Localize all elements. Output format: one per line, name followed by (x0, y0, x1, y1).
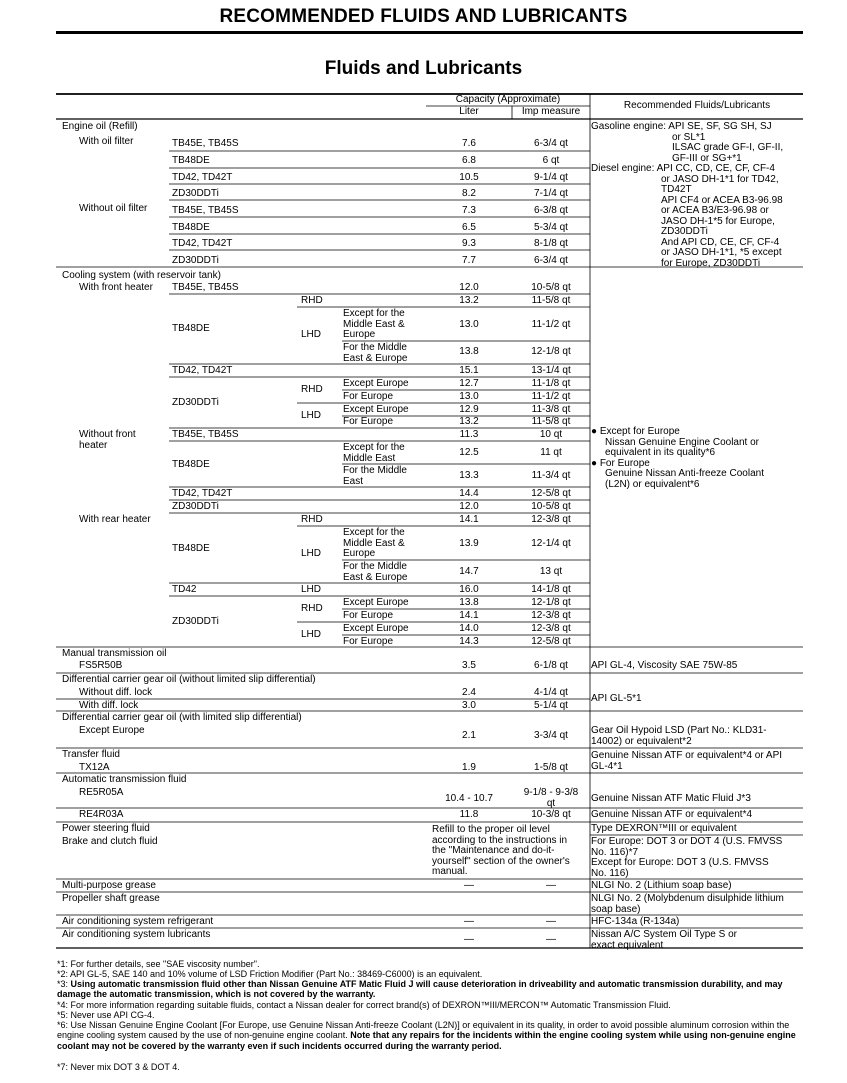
capacity-header: Capacity (Approximate) (455, 94, 561, 105)
engine-oil-model: TB48DE (172, 222, 210, 233)
atf-model: RE5R05A (79, 787, 124, 798)
cooling-model: ZD30DDTi (172, 501, 219, 512)
cooling-imp: 10-5/8 qt (531, 501, 571, 512)
cooling-imp: 12-5/8 qt (531, 636, 571, 647)
misc-imp: — (546, 916, 556, 927)
engine-oil-recommendation-line: Gasoline engine: API SE, SF, SG SH, SJ (591, 121, 772, 132)
power-steering-recommendation: Type DEXRON™III or equivalent (591, 823, 737, 834)
atf-model: RE4R03A (79, 809, 124, 820)
cooling-imp: 13-1/4 qt (531, 365, 571, 376)
engine-oil-model: ZD30DDTi (172, 255, 219, 266)
cooling-region-line: Except Europe (343, 404, 409, 415)
cooling-imp: 11-1/8 qt (531, 378, 571, 389)
cooling-liter: 13.2 (459, 416, 479, 427)
cooling-imp: 12-3/8 qt (531, 610, 571, 621)
cooling-region-line: Europe (343, 548, 376, 559)
engine-oil-imp: 7-1/4 qt (534, 188, 568, 199)
transfer-liter: 1.9 (462, 762, 476, 773)
misc-imp: — (546, 880, 556, 891)
cooling-drive-side: LHD (301, 329, 322, 340)
atf-liter: 10.4 - 10.7 (445, 793, 493, 804)
cooling-drive-side: RHD (301, 295, 323, 306)
footnote-4: *4: For more information regarding suitable fluids, contact a Nissan dealer for correct brand(s) of DEXRON™III/MERCON™ Automatic Transmission Fluid. (57, 1000, 671, 1010)
engine-oil-imp: 8-1/8 qt (534, 238, 568, 249)
engine-oil-model: TD42, TD42T (172, 172, 233, 183)
cooling-region-line: East & Europe (343, 571, 408, 583)
misc-recommendation-line: NLGI No. 2 (Lithium soap base) (591, 880, 732, 891)
footnote-3 (57, 979, 807, 1000)
cooling-model: ZD30DDTi (172, 397, 219, 408)
engine-oil-liter: 6.5 (462, 222, 476, 233)
engine-oil-liter: 8.2 (462, 188, 476, 199)
engine-oil-recommendation-line: API CF4 or ACEA B3-96.98 (661, 194, 783, 206)
diff-lock-label: With diff. lock (79, 700, 139, 711)
cooling-imp: 14-1/8 qt (531, 584, 571, 595)
refill-note-line: the "Maintenance and do-it- (432, 845, 555, 856)
diff-without-lsd-imp: 5-1/4 qt (534, 700, 568, 711)
footnote-3-marker: *3: (57, 979, 71, 989)
footnote-6 (57, 1020, 807, 1051)
misc-label: Air conditioning system lubricants (62, 929, 211, 940)
cooling-region-line: Except for the (343, 442, 405, 453)
engine-oil-model: TB45E, TB45S (172, 205, 239, 216)
diff-with-lsd-imp: 3-3/4 qt (534, 730, 568, 741)
engine-oil-imp: 5-3/4 qt (534, 222, 568, 233)
brake-fluid-recommendation-line: No. 116) (591, 867, 629, 879)
engine-oil-liter: 7.6 (462, 138, 476, 149)
cooling-imp: 12-5/8 qt (531, 488, 571, 499)
cooling-imp: 13 qt (539, 566, 563, 577)
without-front-heater-label: Without front (79, 429, 136, 440)
cooling-liter: 13.9 (459, 538, 479, 549)
cooling-region-line: Except Europe (343, 623, 409, 634)
cooling-imp: 11-3/8 qt (531, 404, 571, 415)
cooling-region-line: East (343, 475, 364, 487)
brake-fluid-title: Brake and clutch fluid (62, 836, 158, 847)
cooling-drive-side: RHD (301, 384, 323, 395)
cooling-liter: 13.3 (459, 470, 479, 481)
cooling-region-line: Except for the (343, 527, 405, 538)
cooling-title: Cooling system (with reservoir tank) (62, 270, 221, 281)
with-front-heater-label: With front heater (79, 282, 153, 293)
misc-liter: — (464, 934, 474, 945)
brake-fluid-recommendation-line: For Europe: DOT 3 or DOT 4 (U.S. FMVSS (591, 836, 783, 847)
engine-oil-recommendation-line: ZD30DDTi (661, 226, 708, 237)
engine-oil-recommendation-line: And API CD, CE, CF, CF-4 (661, 236, 780, 248)
diff-with-lsd-recommendation-line: 14002) or equivalent*2 (591, 735, 692, 747)
engine-oil-imp: 6 qt (542, 155, 560, 166)
coolant-recommendation-line: equivalent in its quality*6 (605, 447, 716, 458)
misc-recommendation-line: exact equivalent (591, 939, 664, 951)
atf-recommendation: Genuine Nissan ATF or equivalent*4 (591, 809, 753, 820)
engine-oil-model: ZD30DDTi (172, 188, 219, 199)
atf-title: Automatic transmission fluid (62, 774, 187, 785)
cooling-liter: 12.7 (459, 378, 479, 389)
manual-trans-title: Manual transmission oil (62, 648, 167, 659)
engine-oil-title: Engine oil (Refill) (62, 121, 138, 132)
misc-recommendation-line: soap base) (591, 903, 641, 915)
cooling-model: TB48DE (172, 543, 210, 554)
cooling-model: TB48DE (172, 323, 210, 334)
engine-oil-recommendation-line: or ACEA B3/E3-96.98 or (661, 205, 769, 216)
diff-with-lsd-label: Except Europe (79, 725, 145, 736)
cooling-region-line: Except Europe (343, 597, 409, 608)
diff-without-lsd-imp: 4-1/4 qt (534, 687, 568, 698)
title-rule (56, 31, 803, 34)
refill-note-line: according to the instructions in (432, 834, 568, 846)
cooling-region-line: For Europe (343, 636, 394, 647)
cooling-imp: 11-1/2 qt (531, 319, 571, 330)
with-rear-heater-label: With rear heater (79, 514, 151, 525)
footnote-2: *2: API GL-5, SAE 140 and 10% volume of LSD Friction Modifier (Part No.: 38469-C6000) is an equivalent. (57, 969, 483, 979)
section-title: Fluids and Lubricants (324, 58, 523, 79)
brake-fluid-recommendation-line: No. 116)*7 (591, 846, 639, 858)
coolant-recommendation-line: (L2N) or equivalent*6 (605, 478, 700, 490)
cooling-liter: 14.3 (459, 636, 479, 647)
engine-oil-liter: 9.3 (462, 238, 476, 249)
engine-oil-model: TD42, TD42T (172, 238, 233, 249)
cooling-liter: 15.1 (459, 365, 479, 376)
cooling-imp: 12-1/8 qt (531, 346, 571, 357)
coolant-recommendation-line: ● For Europe (591, 457, 650, 469)
misc-label: Multi-purpose grease (62, 880, 156, 891)
misc-liter: — (464, 880, 474, 891)
cooling-liter: 16.0 (459, 584, 479, 595)
footnote-3-text: Using automatic transmission fluid other than Nissan Genuine ATF Matic Fluid J will cause deterioration in driveability and automatic transmission durability, and may damage the automatic transmission, which is not covered by the warranty. (57, 979, 783, 1000)
cooling-liter: 13.8 (459, 346, 479, 357)
cooling-region-line: For the Middle (343, 561, 407, 572)
cooling-imp: 11-5/8 qt (531, 416, 571, 427)
transfer-recommendation-line: GL-4*1 (591, 760, 623, 772)
cooling-imp: 12-3/8 qt (531, 623, 571, 634)
atf-liter: 11.8 (459, 809, 479, 820)
cooling-region-line: For Europe (343, 416, 394, 427)
footnote-6-bold: Note that any repairs for the incidents within the engine cooling system while using non-genuine engine coolant may not be covered by the warranty even if such incidents occurred during the warranty period. (57, 1030, 796, 1051)
cooling-imp: 12-1/4 qt (531, 538, 571, 549)
transfer-recommendation-line: Genuine Nissan ATF or equivalent*4 or API (591, 750, 783, 761)
brake-fluid-recommendation-line: Except for Europe: DOT 3 (U.S. FMVSS (591, 857, 769, 868)
without-oil-filter-label: Without oil filter (79, 203, 148, 214)
cooling-region-line: Except for the (343, 308, 405, 319)
cooling-liter: 14.4 (459, 488, 479, 499)
engine-oil-recommendation-line: for Europe, ZD30DDTi (661, 257, 761, 269)
imp-header: Imp measure (521, 106, 581, 117)
engine-oil-recommendation-line: TD42T (661, 184, 692, 195)
misc-recommendation-line: NLGI No. 2 (Molybdenum disulphide lithium (591, 893, 784, 904)
transfer-model: TX12A (79, 762, 110, 773)
engine-oil-liter: 7.7 (462, 255, 476, 266)
cooling-region-line: For the Middle (343, 342, 407, 353)
liter-header: Liter (459, 106, 479, 117)
cooling-model: TB45E, TB45S (172, 282, 239, 293)
footnote-5: *5: Never use API CG-4. (57, 1010, 155, 1020)
refill-note-line: Refill to the proper oil level (432, 824, 550, 835)
atf-imp: 9-1/8 - 9-3/8 (523, 787, 579, 798)
manual-trans-recommendation: API GL-4, Viscosity SAE 75W-85 (591, 660, 738, 671)
diff-with-lsd-liter: 2.1 (462, 730, 476, 741)
engine-oil-imp: 6-3/4 qt (534, 255, 568, 266)
cooling-imp: 12-1/8 qt (531, 597, 571, 608)
misc-imp: — (546, 934, 556, 945)
transfer-imp: 1-5/8 qt (534, 762, 568, 773)
engine-oil-recommendation-line: or JASO DH-1*1 for TD42, (661, 173, 779, 185)
cooling-drive-side: LHD (301, 410, 322, 421)
engine-oil-imp: 9-1/4 qt (534, 172, 568, 183)
atf-imp: 10-3/8 qt (531, 809, 571, 820)
cooling-imp: 11-5/8 qt (531, 295, 571, 306)
cooling-imp: 12-3/8 qt (531, 514, 571, 525)
engine-oil-liter: 6.8 (462, 155, 476, 166)
refill-note-line: manual. (432, 866, 468, 877)
manual-trans-model: FS5R50B (79, 660, 123, 671)
manual-trans-imp: 6-1/8 qt (534, 660, 568, 671)
coolant-recommendation-line: Nissan Genuine Engine Coolant or (605, 436, 759, 448)
cooling-liter: 14.7 (459, 566, 479, 577)
cooling-liter: 12.9 (459, 404, 479, 415)
cooling-liter: 13.2 (459, 295, 479, 306)
diff-with-lsd-title: Differential carrier gear oil (with limited slip differential) (62, 712, 302, 723)
cooling-liter: 13.8 (459, 597, 479, 608)
recommended-header: Recommended Fluids/Lubricants (623, 100, 771, 111)
cooling-liter: 12.0 (459, 501, 479, 512)
misc-label: Propeller shaft grease (62, 893, 160, 904)
page-title: RECOMMENDED FLUIDS AND LUBRICANTS (219, 6, 628, 27)
cooling-drive-side: LHD (301, 584, 322, 595)
engine-oil-liter: 10.5 (459, 172, 479, 183)
coolant-recommendation-line: Genuine Nissan Anti-freeze Coolant (605, 468, 764, 479)
engine-oil-recommendation-line: or JASO DH-1*1, *5 except (661, 247, 782, 258)
cooling-drive-side: LHD (301, 629, 322, 640)
diff-without-lsd-liter: 2.4 (462, 687, 476, 698)
cooling-region-line: Middle East (343, 452, 396, 464)
cooling-region-line: For the Middle (343, 465, 407, 476)
cooling-region-line: For Europe (343, 610, 394, 621)
cooling-drive-side: RHD (301, 603, 323, 614)
engine-oil-recommendation-line: or SL*1 (672, 131, 706, 143)
misc-label: Air conditioning system refrigerant (62, 916, 214, 927)
without-front-heater-label: heater (79, 440, 108, 451)
cooling-liter: 14.1 (459, 514, 479, 525)
cooling-region-line: Middle East & (343, 318, 405, 330)
cooling-imp: 11-3/4 qt (531, 470, 571, 481)
cooling-region-line: Except Europe (343, 378, 409, 389)
engine-oil-model: TB48DE (172, 155, 210, 166)
engine-oil-recommendation-line: ILSAC grade GF-I, GF-II, (672, 142, 784, 153)
cooling-liter: 13.0 (459, 319, 479, 330)
cooling-model: TD42, TD42T (172, 365, 233, 376)
cooling-liter: 12.0 (459, 282, 479, 293)
cooling-model: TB45E, TB45S (172, 429, 239, 440)
cooling-liter: 14.0 (459, 623, 479, 634)
diff-without-lsd-recommendation: API GL-5*1 (591, 693, 642, 704)
cooling-model: ZD30DDTi (172, 616, 219, 627)
diff-without-lsd-liter: 3.0 (462, 700, 476, 711)
footnote-1: *1: For further details, see "SAE viscosity number". (57, 959, 260, 969)
diff-lock-label: Without diff. lock (79, 687, 153, 698)
diff-without-lsd-title: Differential carrier gear oil (without limited slip differential) (62, 674, 316, 685)
cooling-drive-side: RHD (301, 514, 323, 525)
cooling-liter: 13.0 (459, 391, 479, 402)
cooling-imp: 10 qt (539, 429, 563, 440)
cooling-model: TD42 (172, 584, 197, 595)
cooling-region-line: Middle East & (343, 537, 405, 549)
cooling-imp: 11 qt (540, 447, 562, 458)
cooling-imp: 11-1/2 qt (531, 391, 571, 402)
coolant-recommendation-line: ● Except for Europe (591, 426, 680, 437)
engine-oil-imp: 6-3/8 qt (534, 205, 568, 216)
cooling-region-line: East & Europe (343, 352, 408, 364)
engine-oil-liter: 7.3 (462, 205, 476, 216)
cooling-region-line: Europe (343, 329, 376, 340)
transfer-title: Transfer fluid (62, 749, 120, 760)
footnote-6-text: *6: Use Nissan Genuine Engine Coolant [For Europe, use Genuine Nissan Anti-freeze Coolant (L2N)] or equivalent in its quality, in order to avoid possible aluminum corrosion within the engine cooling system caused by the use of non-genuine engine coolant. (57, 1020, 790, 1041)
atf-recommendation: Genuine Nissan ATF Matic Fluid J*3 (591, 793, 751, 804)
atf-imp: qt (546, 797, 556, 809)
power-steering-title: Power steering fluid (62, 823, 150, 834)
cooling-region-line: For Europe (343, 391, 394, 402)
cooling-imp: 10-5/8 qt (531, 282, 571, 293)
misc-liter: — (464, 916, 474, 927)
engine-oil-recommendation-line: JASO DH-1*5 for Europe, (661, 215, 775, 227)
cooling-model: TB48DE (172, 459, 210, 470)
diff-with-lsd-recommendation-line: Gear Oil Hypoid LSD (Part No.: KLD31- (591, 725, 767, 736)
cooling-liter: 11.3 (459, 429, 479, 440)
engine-oil-imp: 6-3/4 qt (534, 138, 568, 149)
cooling-liter: 12.5 (459, 447, 479, 458)
engine-oil-recommendation-line: GF-III or SG+*1 (672, 152, 742, 164)
engine-oil-recommendation-line: Diesel engine: API CC, CD, CE, CF, CF-4 (591, 163, 775, 174)
footnote-7: *7: Never mix DOT 3 & DOT 4. (57, 1062, 180, 1072)
cooling-model: TD42, TD42T (172, 488, 233, 499)
with-oil-filter-label: With oil filter (79, 136, 134, 147)
cooling-liter: 14.1 (459, 610, 479, 621)
engine-oil-model: TB45E, TB45S (172, 138, 239, 149)
manual-trans-liter: 3.5 (462, 660, 476, 671)
refill-note-line: yourself" section of the owner's (432, 855, 570, 867)
cooling-drive-side: LHD (301, 548, 322, 559)
misc-recommendation-line: Nissan A/C System Oil Type S or (591, 929, 737, 940)
misc-recommendation-line: HFC-134a (R-134a) (591, 916, 680, 927)
